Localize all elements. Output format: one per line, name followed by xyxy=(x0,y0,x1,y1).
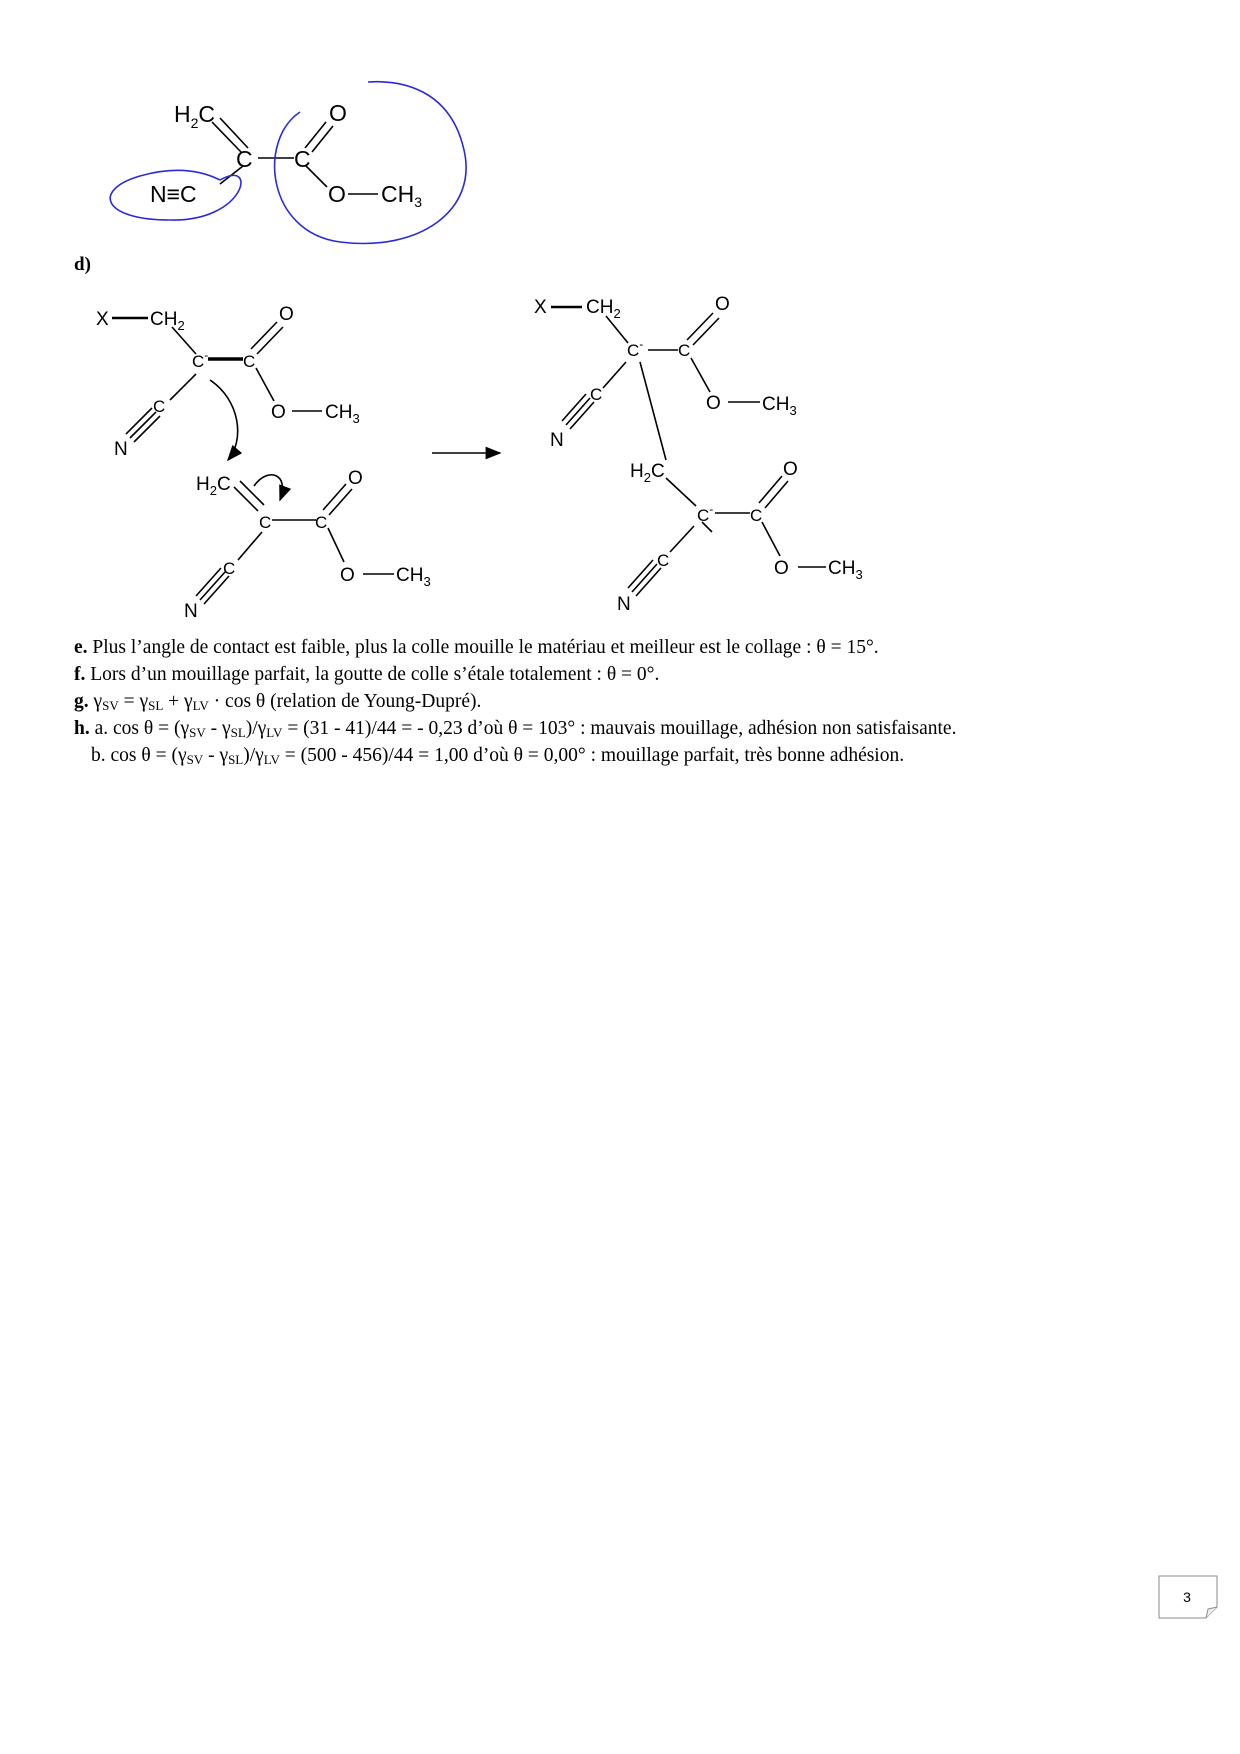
methyl-group: $CH_3$ xyxy=(762,394,797,418)
h2c-label: $H_2C$ xyxy=(196,474,231,498)
alkene-carbon: C xyxy=(259,513,272,532)
x-group: X xyxy=(534,297,547,318)
section-d-label: d) xyxy=(74,254,91,275)
h2c-label: $H_2C$ xyxy=(630,461,665,485)
nitrile-group: N≡C xyxy=(150,181,197,207)
carbonyl-oxygen: O xyxy=(783,459,798,480)
mechanism-diagram xyxy=(0,280,900,620)
methyl-group: $CH_3$ xyxy=(828,558,863,582)
x-group: X xyxy=(96,309,109,330)
carbonyl-oxygen: O xyxy=(348,468,363,489)
ch2-label: $CH_2$ xyxy=(150,309,185,333)
page-number xyxy=(1158,1575,1218,1619)
answer-e: e. Plus l’angle de contact est faible, plus la colle mouille le matériau et meilleur est le collage : θ = 15°. xyxy=(74,637,879,658)
nitrile-nitrogen: N xyxy=(617,594,631,615)
nitrile-carbon: C xyxy=(590,385,603,404)
carbonyl-carbon: C xyxy=(315,513,328,532)
nitrile-carbon: C xyxy=(153,397,166,416)
answer-h-b: b. $\cos \theta = (\gamma_{SV} - \gamma_{SL})/\gamma_{LV} = (500 - 456)/44 = 1,00$ d’où θ = 0,00° : mouillage parfait, très bonne adhésion. xyxy=(91,745,905,767)
answer-f: f. Lors d’un mouillage parfait, la goutte de colle s’étale totalement : θ = 0°. xyxy=(74,664,660,685)
central-carbon: C- xyxy=(627,337,644,360)
methyl-group: $CH_3$ xyxy=(396,565,431,589)
answer-h-a: h. a. $\cos \theta = (\gamma_{SV} - \gamma_{SL})/\gamma_{LV} = (31 - 41)/44$ = - 0,23 d’où θ = 103° : mauvais mouillage, adhésion non satisfaisante. xyxy=(74,718,957,740)
nitrile-nitrogen: N xyxy=(550,430,564,451)
anion-carbon: C- xyxy=(697,502,714,525)
center-carbon: C xyxy=(236,146,253,172)
carbonyl-carbon: C xyxy=(243,352,256,371)
ch2-label: $CH_2$ xyxy=(586,297,621,321)
anion-carbon: C- xyxy=(192,348,209,371)
carbonyl-carbon: C xyxy=(678,341,691,360)
ester-oxygen: O xyxy=(774,558,789,579)
methyl-group: $CH_3$ xyxy=(381,181,423,210)
nitrile-nitrogen: N xyxy=(114,439,128,460)
carbonyl-oxygen: O xyxy=(715,294,730,315)
molecule-top-diagram xyxy=(0,0,520,250)
answer-g: g. $\gamma_{SV} = \gamma_{SL} + \gamma_{LV} \cdot \cos \theta$ (relation de Young-Dupré). xyxy=(74,691,482,713)
ester-oxygen: O xyxy=(328,181,346,207)
nitrile-carbon: C xyxy=(223,559,236,578)
carbonyl-carbon: C xyxy=(294,146,311,172)
ester-oxygen: O xyxy=(271,402,286,423)
carbonyl-oxygen: O xyxy=(329,100,347,126)
carbonyl-carbon: C xyxy=(750,506,763,525)
nitrile-nitrogen: N xyxy=(184,601,198,620)
h2c-label: $H_2C$ xyxy=(174,101,216,131)
page-number-text: 3 xyxy=(1183,1589,1191,1605)
ester-oxygen: O xyxy=(340,565,355,586)
methyl-group: $CH_3$ xyxy=(325,402,360,426)
nitrile-carbon: C xyxy=(657,551,670,570)
carbonyl-oxygen: O xyxy=(279,304,294,325)
answers-block xyxy=(74,634,956,769)
ester-oxygen: O xyxy=(706,393,721,414)
